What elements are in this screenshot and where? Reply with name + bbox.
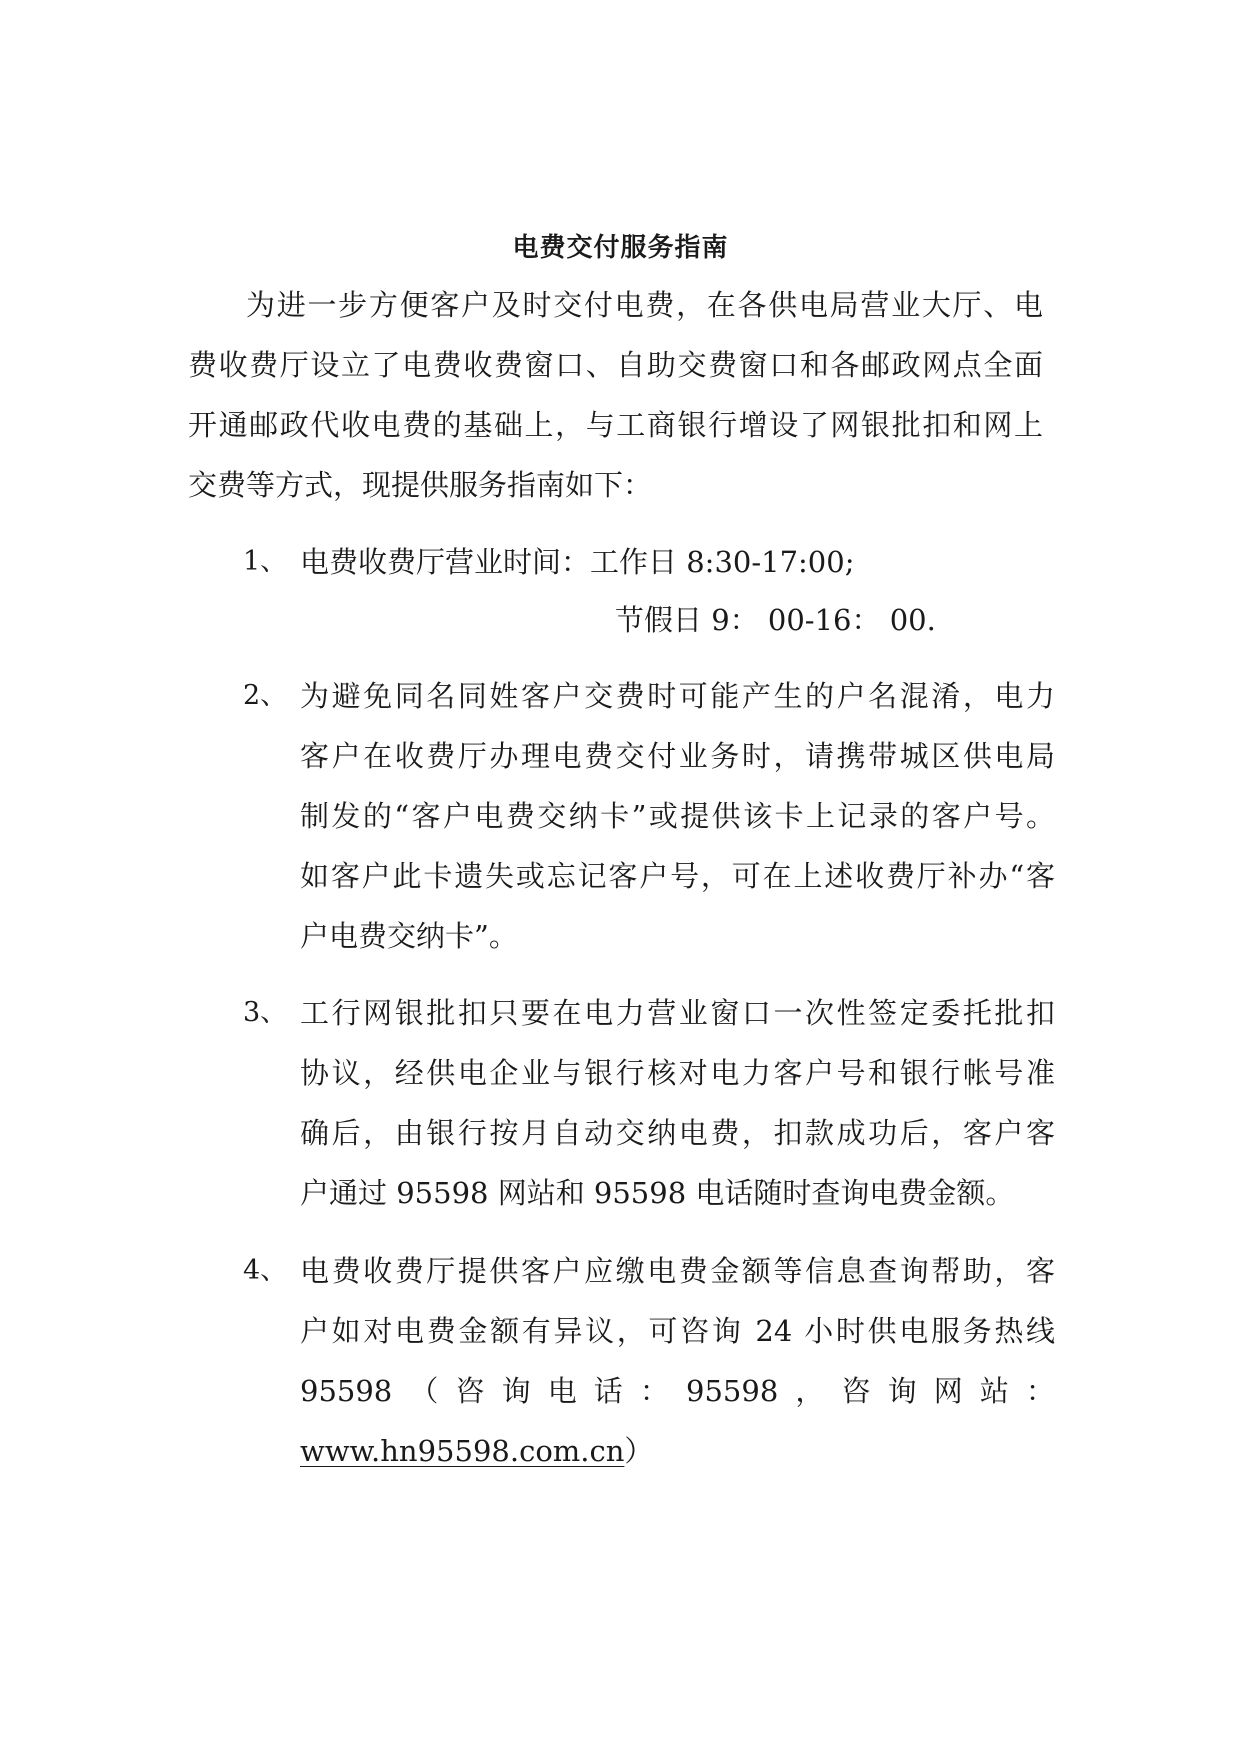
item-3-line-1: 工行网银批扣只要在电力营业窗口一次性签定委托批扣	[300, 996, 1055, 1030]
document-title: 电费交付服务指南	[512, 233, 729, 263]
intro-line-3: 开通邮政代收电费的基础上，与工商银行增设了网银批扣和网上	[188, 408, 1043, 442]
item-number-3: 3、	[243, 997, 288, 1028]
item-2-line-5: 户电费交纳卡”。	[300, 919, 518, 953]
contact-token: 咨	[455, 1374, 485, 1408]
contact-token: 站	[979, 1374, 1009, 1408]
item-2-line-4: 如客户此卡遗失或忘记客户号，可在上述收费厅补办“客	[300, 859, 1055, 893]
item-3-line-3: 确后，由银行按月自动交纳电费，扣款成功后，客户客	[300, 1116, 1055, 1150]
contact-token: ，	[795, 1374, 825, 1408]
item-4-contact-line	[300, 1371, 1055, 1411]
contact-token: 网	[933, 1374, 963, 1408]
contact-token: 95598	[686, 1374, 779, 1408]
item-3-line-4: 户通过 95598 网站和 95598 电话随时查询电费金额。	[300, 1176, 1015, 1210]
item-3-line-2: 协议，经供电企业与银行核对电力客户号和银行帐号准	[300, 1056, 1055, 1090]
item-2-line-3: 制发的“客户电费交纳卡”或提供该卡上记录的客户号。	[300, 799, 1055, 833]
item-number-2: 2、	[243, 680, 288, 711]
contact-token: 询	[887, 1374, 917, 1408]
intro-line-2: 费收费厅设立了电费收费窗口、自助交费窗口和各邮政网点全面	[188, 348, 1043, 382]
item-1-line-1: 电费收费厅营业时间：工作日 8:30-17:00;	[300, 545, 855, 579]
contact-token: 话	[593, 1374, 623, 1408]
website-link[interactable]: www.hn95598.com.cn	[300, 1434, 625, 1468]
item-4-url-line	[300, 1431, 653, 1471]
contact-token: ：	[639, 1374, 669, 1408]
intro-line-4: 交费等方式，现提供服务指南如下：	[188, 468, 653, 502]
item-number-4: 4、	[243, 1255, 288, 1286]
item-2-line-1: 为避免同名同姓客户交费时可能产生的户名混淆，电力	[300, 679, 1055, 713]
intro-line-1: 为进一步方便客户及时交付电费，在各供电局营业大厅、电	[246, 288, 1043, 322]
url-closing-paren: ）	[624, 1434, 654, 1468]
contact-token: 电	[547, 1374, 577, 1408]
contact-token: 咨	[841, 1374, 871, 1408]
item-4-line-2: 户如对电费金额有异议，可咨询 24 小时供电服务热线	[300, 1314, 1055, 1348]
item-2-line-2: 客户在收费厅办理电费交付业务时，请携带城区供电局	[300, 739, 1055, 773]
item-number-1: 1、	[243, 546, 288, 577]
item-1-line-2: 节假日 9： 00-16： 00.	[615, 603, 936, 637]
contact-token: 询	[501, 1374, 531, 1408]
contact-token: （	[409, 1374, 439, 1408]
item-4-line-1: 电费收费厅提供客户应缴电费金额等信息查询帮助，客	[300, 1254, 1055, 1288]
contact-token: 95598	[300, 1374, 393, 1408]
contact-token: ：	[1025, 1374, 1055, 1408]
